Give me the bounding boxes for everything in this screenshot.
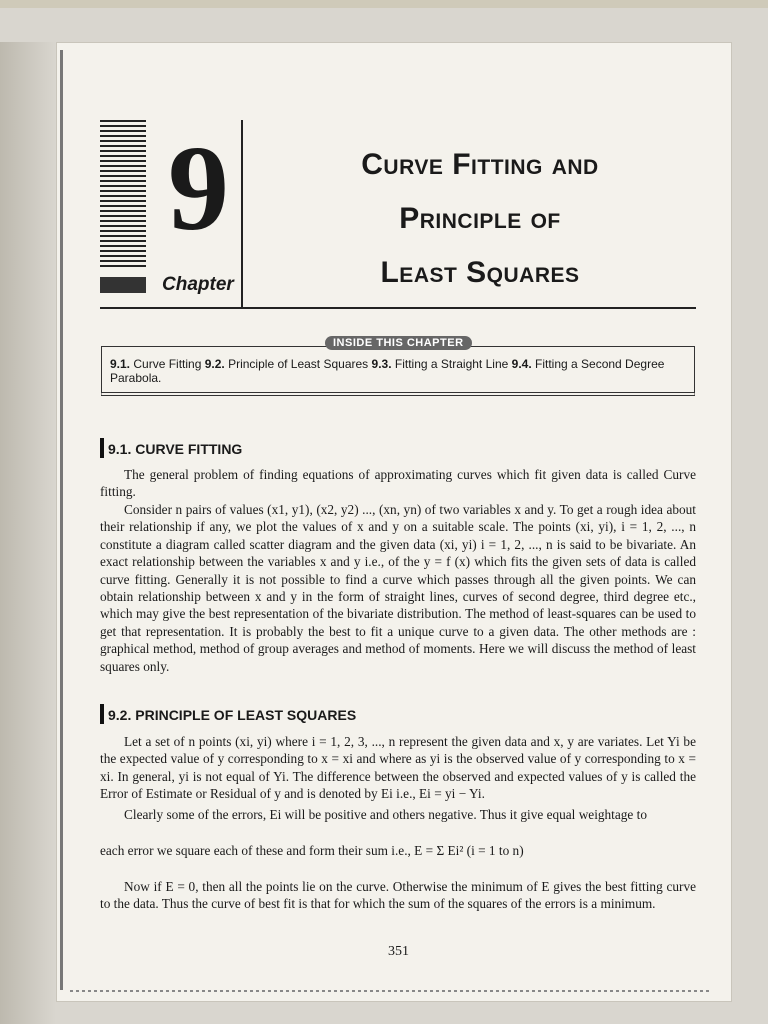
chapter-number: 9 (168, 121, 229, 256)
chapter-stripes (100, 120, 146, 270)
header-horizontal-rule (100, 307, 696, 309)
toc-num-4: 9.4. (511, 357, 532, 371)
inside-chapter-badge: INSIDE THIS CHAPTER (325, 336, 472, 350)
title-line-2: Principle of (399, 202, 561, 235)
toc-item-3: Fitting a Straight Line (394, 357, 509, 371)
page-top-edge (0, 0, 768, 8)
chapter-label: Chapter (162, 274, 234, 295)
toc-item-1: Curve Fitting (133, 357, 202, 371)
left-margin-rule (60, 50, 63, 990)
toc-num-2: 9.2. (204, 357, 225, 371)
sum-formula-line: each error we square each of these and form their sum i.e., E = Σ Ei² (i = 1 to n) (100, 843, 524, 858)
toc-num-3: 9.3. (371, 357, 392, 371)
chapter-block (100, 277, 146, 293)
inside-chapter-box (101, 346, 695, 396)
title-line-3: Least Squares (380, 256, 580, 289)
bottom-edge-dots (70, 990, 710, 992)
title-line-1: Curve Fitting and (361, 148, 599, 181)
paragraph: Let a set of n points (xi, yi) where i = 1, 2, 3, ..., n represent the given data and x, y are variates. Let Yi be the expected value of y corresponding to x = xi and where as yi is the observed value of y corresponding to x = xi. In general, yi is not equal of Yi. The difference between the observed and expected values of y is called the Error of Estimate or Residual of y and is denoted by Ei i.e., Ei = yi − Yi. (100, 734, 696, 802)
section-heading-text: 9.2. PRINCIPLE OF LEAST SQUARES (108, 707, 357, 723)
header-vertical-rule (241, 120, 243, 308)
paragraph: Clearly some of the errors, Ei will be positive and others negative. Thus it give equal weightage to (124, 807, 647, 822)
page-number: 351 (388, 944, 409, 959)
paragraph: Consider n pairs of values (x1, y1), (x2, y2) ..., (xn, yn) of two variables x and y. To get a rough idea about their relationship if any, we plot the values of x and y on a suitable scale. The points (xi, yi), i = 1, 2, ..., n constitute a diagram called scatter diagram and the given data (xi, yi) i = 1, 2, ..., n is said to be bivariate. An exact relationship between the variables x and y i.e., of the y = f (x) which fits the given sets of data is called curve fitting. Generally it is not possible to find a curve which passes through all the given points. We can obtain relationship between x and y in the form of straight lines, curves of second degree, third degree etc., which may give the best representation of the bivariate distribution. The method of least-squares can be used to get that representation. It is probably the best to fit a unique curve to a given data. The other methods are : graphical method, method of group averages and method of moments. Here we will discuss the method of least squares only. (100, 502, 696, 674)
toc-item-4: Fitting a Second Degree Parabola. (110, 357, 665, 385)
paragraph: Now if E = 0, then all the points lie on the curve. Otherwise the minimum of E gives the best fitting curve to the data. Thus the curve of best fit is that for which the sum of the squares of the errors is a minimum. (100, 879, 696, 912)
section-heading-text: 9.1. CURVE FITTING (108, 441, 243, 457)
binding-shadow (0, 42, 56, 1024)
toc-num-1: 9.1. (110, 357, 131, 371)
toc-item-2: Principle of Least Squares (228, 357, 369, 371)
section-bar (100, 704, 104, 724)
section-heading-9-1 (100, 438, 242, 458)
paragraph: The general problem of finding equations of approximating curves which fit given data is called Curve fitting. (100, 467, 696, 500)
section-heading-9-2 (100, 704, 356, 724)
section-bar (100, 438, 104, 458)
chapter-title (290, 138, 670, 300)
